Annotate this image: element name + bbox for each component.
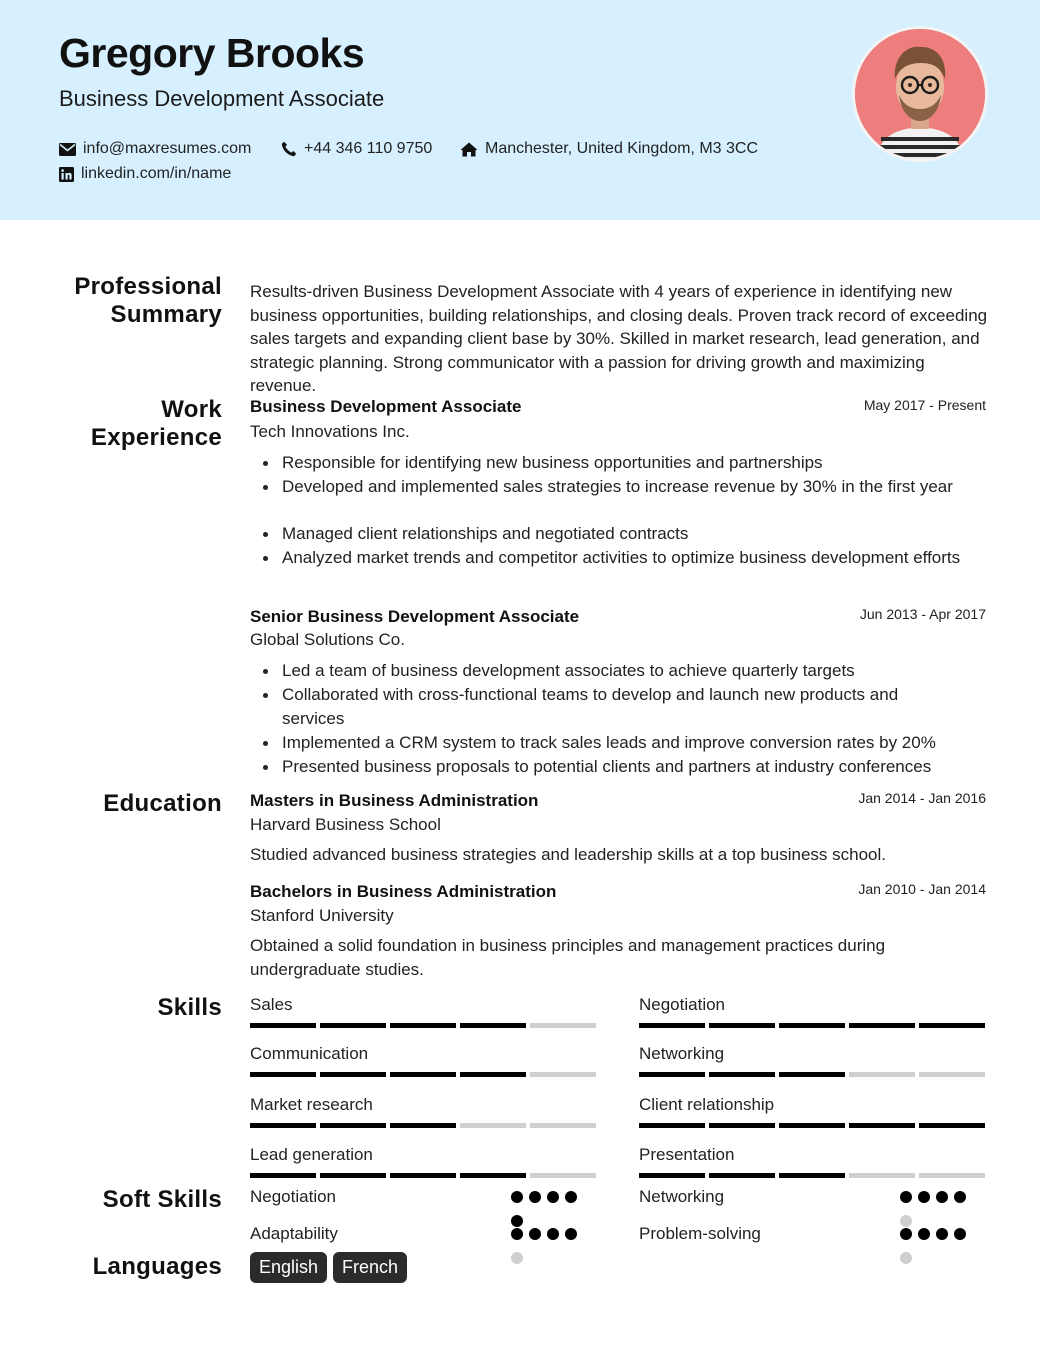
rating-dot <box>936 1191 948 1203</box>
skill-level-segment <box>390 1173 456 1178</box>
linkedin-icon <box>59 167 74 182</box>
skill-level-segment <box>250 1173 316 1178</box>
skill-level-bar <box>639 1072 987 1077</box>
skill-level-segment <box>919 1123 985 1128</box>
skill-level-segment <box>320 1123 386 1128</box>
skill-item <box>250 995 598 1028</box>
skill-level-segment <box>390 1023 456 1028</box>
skill-level-segment <box>919 1173 985 1178</box>
section-title-soft-skills: Soft Skills <box>102 1186 222 1213</box>
language-badge: English <box>250 1252 327 1283</box>
rating-dot <box>918 1228 930 1240</box>
job-title: Business Development Associate <box>250 397 522 416</box>
section-title-line: Experience <box>90 424 222 451</box>
envelope-icon <box>59 143 76 156</box>
section-title-languages: Languages <box>92 1253 222 1280</box>
rating-dot <box>547 1228 559 1240</box>
section-title-skills: Skills <box>157 994 222 1021</box>
skill-name: Communication <box>250 1044 369 1063</box>
rating-dot <box>511 1215 523 1227</box>
skill-level-segment <box>460 1123 526 1128</box>
skill-level-bar <box>639 1173 987 1178</box>
contact-address <box>460 140 758 158</box>
list-item: Responsible for identifying new business opportunities and partnerships <box>282 451 992 475</box>
list-item: Collaborated with cross-functional teams to develop and launch new products and services <box>282 683 952 731</box>
home-icon <box>460 142 478 157</box>
section-title-line: Summary <box>110 301 222 328</box>
skill-level-segment <box>639 1023 705 1028</box>
language-badge: French <box>333 1252 407 1283</box>
skill-level-segment <box>390 1072 456 1077</box>
degree-title: Bachelors in Business Administration <box>250 882 557 901</box>
job-company: Tech Innovations Inc. <box>250 422 410 441</box>
contact-linkedin[interactable] <box>59 165 231 183</box>
list-item: Managed client relationships and negotiated contracts <box>282 522 992 546</box>
skill-item <box>639 1044 987 1077</box>
skill-level-segment <box>849 1123 915 1128</box>
skill-level-segment <box>320 1072 386 1077</box>
rating-dot <box>900 1191 912 1203</box>
section-title-work <box>91 396 222 452</box>
avatar <box>852 26 988 162</box>
list-item: Analyzed market trends and competitor activities to optimize business development efforts <box>282 546 972 570</box>
skill-level-segment <box>779 1072 845 1077</box>
rating-dot <box>547 1191 559 1203</box>
degree-dates: Jan 2014 - Jan 2016 <box>858 790 986 806</box>
contact-email[interactable] <box>59 140 251 158</box>
skill-level-bar <box>250 1123 598 1128</box>
job-dates: May 2017 - Present <box>863 397 986 413</box>
skill-level-segment <box>919 1023 985 1028</box>
skill-item <box>639 1095 987 1128</box>
rating-dot <box>565 1228 577 1240</box>
skill-level-segment <box>460 1072 526 1077</box>
profile-photo <box>855 29 985 159</box>
degree-description: Studied advanced business strategies and leadership skills at a top business school. <box>250 845 886 864</box>
skill-name: Presentation <box>639 1145 735 1164</box>
skill-level-segment <box>530 1123 596 1128</box>
list-item: Developed and implemented sales strategies to increase revenue by 30% in the first year <box>282 475 992 499</box>
skill-item <box>639 995 987 1028</box>
skill-level-segment <box>639 1072 705 1077</box>
skill-level-segment <box>849 1072 915 1077</box>
soft-skill-name: Problem-solving <box>639 1224 761 1243</box>
rating-dot <box>529 1191 541 1203</box>
rating-dot <box>900 1252 912 1264</box>
skill-level-segment <box>919 1072 985 1077</box>
skill-name: Negotiation <box>639 995 726 1014</box>
skill-level-segment <box>530 1023 596 1028</box>
candidate-title: Business Development Associate <box>59 86 385 111</box>
skill-name: Lead generation <box>250 1145 373 1164</box>
skill-level-segment <box>779 1023 845 1028</box>
degree-school: Stanford University <box>250 906 394 925</box>
skill-level-segment <box>460 1023 526 1028</box>
skill-level-segment <box>709 1123 775 1128</box>
skill-level-segment <box>639 1123 705 1128</box>
skill-item <box>250 1095 598 1128</box>
skill-level-segment <box>320 1173 386 1178</box>
skill-name: Networking <box>639 1044 725 1063</box>
resume-header <box>0 0 1040 220</box>
contact-email-text[interactable]: info@maxresumes.com <box>83 140 252 157</box>
rating-dot <box>918 1191 930 1203</box>
rating-dot <box>511 1228 523 1240</box>
soft-skill-name: Adaptability <box>250 1224 338 1243</box>
skill-level-segment <box>639 1173 705 1178</box>
soft-skill-name: Networking <box>639 1187 725 1206</box>
contact-linkedin-text[interactable]: linkedin.com/in/name <box>81 165 232 182</box>
list-item: Presented business proposals to potential clients and partners at industry conferences <box>282 755 992 779</box>
skill-level-segment <box>390 1123 456 1128</box>
skill-level-bar <box>250 1023 598 1028</box>
job-dates: Jun 2013 - Apr 2017 <box>859 606 986 622</box>
degree-school: Harvard Business School <box>250 815 441 834</box>
contact-address-text: Manchester, United Kingdom, M3 3CC <box>485 140 759 157</box>
skill-level-segment <box>250 1023 316 1028</box>
rating-dot <box>529 1228 541 1240</box>
skill-level-segment <box>709 1072 775 1077</box>
rating-dot <box>900 1215 912 1227</box>
rating-dot <box>936 1228 948 1240</box>
skill-level-bar <box>250 1173 598 1178</box>
skill-level-segment <box>849 1023 915 1028</box>
skill-level-bar <box>250 1072 598 1077</box>
candidate-name: Gregory Brooks <box>59 30 365 76</box>
skill-name: Client relationship <box>639 1095 775 1114</box>
skill-level-segment <box>250 1123 316 1128</box>
section-title-education: Education <box>103 790 222 817</box>
skill-level-bar <box>639 1023 987 1028</box>
contact-phone[interactable] <box>281 140 432 158</box>
skill-level-segment <box>530 1173 596 1178</box>
skill-level-segment <box>779 1123 845 1128</box>
skill-level-segment <box>709 1023 775 1028</box>
list-item: Implemented a CRM system to track sales leads and improve conversion rates by 20% <box>282 731 992 755</box>
skill-level-segment <box>320 1023 386 1028</box>
rating-dot <box>954 1228 966 1240</box>
phone-icon <box>281 141 297 157</box>
job-bullets <box>282 659 992 779</box>
skill-level-segment <box>709 1173 775 1178</box>
rating-dot <box>565 1191 577 1203</box>
skill-item <box>639 1145 987 1178</box>
rating-dot <box>511 1252 523 1264</box>
job-bullets <box>282 451 992 570</box>
rating-dot <box>900 1228 912 1240</box>
skill-level-segment <box>849 1173 915 1178</box>
skill-item <box>250 1145 598 1178</box>
skill-item <box>250 1044 598 1077</box>
section-title-summary <box>74 273 222 329</box>
skill-name: Sales <box>250 995 293 1014</box>
skill-level-segment <box>460 1173 526 1178</box>
rating-dot <box>954 1191 966 1203</box>
skill-level-bar <box>639 1123 987 1128</box>
soft-skill-name: Negotiation <box>250 1187 337 1206</box>
section-title-line: Professional <box>74 273 222 300</box>
summary-text: Results-driven Business Development Associate with 4 years of experience in identifying new business opportunities, building relationships, and closing deals. Proven track record of exceeding sales targets and expanding client base by 30%. Skilled in market research, lead generation, and strategic planning. Strong communicator with a passion for driving growth and maximizing revenue. <box>250 282 988 395</box>
section-title-line: Work <box>161 396 222 423</box>
contact-phone-text[interactable]: +44 346 110 9750 <box>304 140 433 157</box>
degree-description: Obtained a solid foundation in business principles and management practices during undergraduate studies. <box>250 936 886 979</box>
job-company: Global Solutions Co. <box>250 630 405 649</box>
job-title: Senior Business Development Associate <box>250 607 580 626</box>
skill-name: Market research <box>250 1095 373 1114</box>
skill-level-segment <box>530 1072 596 1077</box>
degree-dates: Jan 2010 - Jan 2014 <box>858 881 986 897</box>
skill-level-segment <box>779 1173 845 1178</box>
degree-title: Masters in Business Administration <box>250 791 539 810</box>
list-item: Led a team of business development associates to achieve quarterly targets <box>282 659 992 683</box>
skill-level-segment <box>250 1072 316 1077</box>
rating-dot <box>511 1191 523 1203</box>
